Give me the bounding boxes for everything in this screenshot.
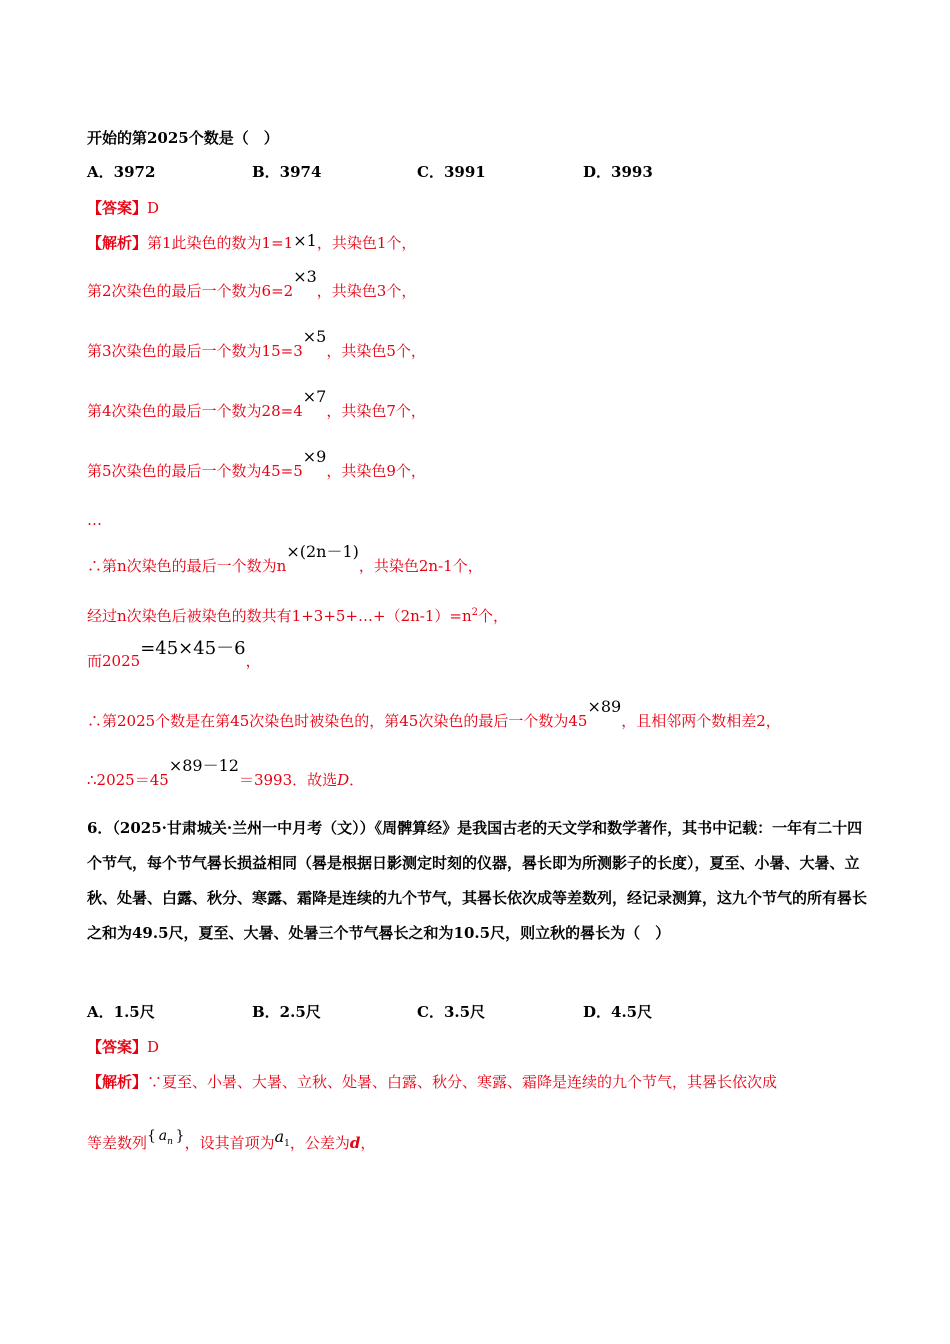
first-subscript: 1 bbox=[284, 1139, 290, 1150]
q6-option-b: B．2.5尺 bbox=[252, 1003, 321, 1021]
diff-symbol: d bbox=[349, 1134, 361, 1152]
analysis-text: ，共染色9个， bbox=[326, 462, 426, 480]
analysis-text: 第3次染色的最后一个数为15=3 bbox=[87, 342, 303, 360]
q5-option-d: D．3993 bbox=[583, 163, 653, 181]
q5-sum-line bbox=[87, 603, 508, 626]
answer-tag: 【答案】 bbox=[87, 1038, 148, 1056]
analysis-text: ∵夏至、小暑、大暑、立秋、处暑、白露、秋分、寒露、霜降是连续的九个节气，其晷长依次成 bbox=[147, 1073, 778, 1091]
q6-option-a: A．1.5尺 bbox=[87, 1003, 155, 1021]
math-sup: ×1 bbox=[293, 231, 317, 250]
analysis-text: ，且相邻两个数相差2， bbox=[621, 712, 781, 730]
math-sup: ×9 bbox=[302, 447, 327, 466]
q5-analysis-line-1 bbox=[87, 233, 416, 253]
analysis-text: ，共染色3个， bbox=[316, 282, 417, 300]
analysis-text: 个， bbox=[478, 607, 509, 625]
final-choice: D bbox=[337, 771, 350, 789]
q5-therefore-line bbox=[87, 697, 781, 731]
math-sup: ×89 bbox=[587, 697, 622, 716]
sequence-notation: { $a_n$ } bbox=[147, 1128, 185, 1147]
math-sup: ×3 bbox=[293, 267, 317, 286]
analysis-tag: 【解析】 bbox=[87, 234, 148, 252]
q6-stem: 6．（2025·甘肃城关·兰州一中月考（文））《周髀算经》是我国古老的天文学和数学著作，其书中记载：一年有二十四个节气，每个节气晷长损益相同（晷是根据日影测定时刻的仪器，晷长即为所测影子的长度），夏至、小暑、大暑、立秋、处暑、白露、秋分、寒露、霜降是连续的九个节气，其晷长依次成等差数列，经记录测算，这九个节气的所有晷长之和为49.5尺，夏至、大暑、处暑三个节气晷长之和为10.5尺，则立秋的晷长为（ ） bbox=[87, 819, 868, 942]
analysis-text: ＝3993．故选 bbox=[238, 771, 338, 789]
analysis-text: 第1此染色的数为1=1 bbox=[147, 234, 294, 252]
q6-option-d: D．4.5尺 bbox=[583, 1003, 653, 1021]
analysis-text: ∴第n次染色的最后一个数为n bbox=[87, 557, 287, 575]
first-symbol: a bbox=[274, 1127, 285, 1146]
analysis-text: 而2025 bbox=[87, 652, 141, 670]
q6-answer bbox=[87, 1037, 159, 1057]
analysis-text: 经过n次染色后被染色的数共有1+3+5+…+（2n-1）=n bbox=[87, 607, 472, 625]
q5-option-b: B．3974 bbox=[252, 163, 322, 181]
analysis-text: 第2次染色的最后一个数为6=2 bbox=[87, 282, 294, 300]
answer-value: D bbox=[147, 1038, 160, 1056]
answer-value: D bbox=[147, 199, 160, 217]
analysis-text: ，公差为 bbox=[289, 1134, 350, 1152]
q5-nth-line bbox=[87, 542, 483, 576]
q5-analysis-line-5 bbox=[87, 447, 426, 481]
analysis-text: ，共染色1个， bbox=[316, 234, 417, 252]
analysis-text: ∴第2025个数是在第45次染色时被染色的，第45次染色的最后一个数为45 bbox=[87, 712, 588, 730]
q5-answer bbox=[87, 198, 159, 218]
math-sup: ×89－12 bbox=[168, 756, 239, 775]
q5-option-c: C．3991 bbox=[417, 163, 486, 181]
answer-tag: 【答案】 bbox=[87, 199, 148, 217]
q5-option-a: A．3972 bbox=[87, 163, 156, 181]
q5-analysis-line-2 bbox=[87, 267, 417, 301]
analysis-text: ． bbox=[349, 771, 365, 789]
q5-analysis-line-4 bbox=[87, 387, 426, 421]
analysis-text: ∴2025＝45 bbox=[87, 771, 169, 789]
analysis-text: ， bbox=[245, 652, 261, 670]
q5-ellipsis: … bbox=[87, 511, 102, 529]
q5-final-line bbox=[87, 756, 365, 790]
q5-stem: 开始的第2025个数是（ ） bbox=[87, 129, 279, 147]
analysis-text: ，共染色5个， bbox=[326, 342, 426, 360]
analysis-text: 第4次染色的最后一个数为28=4 bbox=[87, 402, 303, 420]
math-sup: ×7 bbox=[302, 387, 327, 406]
analysis-text: ，设其首项为 bbox=[184, 1134, 275, 1152]
analysis-text: 等差数列 bbox=[87, 1134, 148, 1152]
q6-analysis-line-1 bbox=[87, 1072, 777, 1092]
q6-analysis-line-2 bbox=[87, 1127, 376, 1160]
analysis-tag: 【解析】 bbox=[87, 1073, 148, 1091]
seq-subscript: n bbox=[167, 1136, 173, 1147]
q6-option-c: C．3.5尺 bbox=[417, 1003, 486, 1021]
q5-and-line bbox=[87, 638, 261, 671]
first-term-notation bbox=[274, 1127, 290, 1150]
analysis-text: ，共染色2n-1个， bbox=[358, 557, 483, 575]
analysis-text: 第5次染色的最后一个数为45=5 bbox=[87, 462, 303, 480]
q5-analysis-line-3 bbox=[87, 327, 426, 361]
analysis-text: ， bbox=[360, 1134, 376, 1152]
math-sup: ×5 bbox=[302, 327, 327, 346]
analysis-text: ，共染色7个， bbox=[326, 402, 426, 420]
seq-symbol: a bbox=[158, 1128, 168, 1144]
math-equation: =45×45－6 bbox=[140, 638, 246, 659]
exponent: 2 bbox=[471, 607, 478, 618]
math-sup: ×(2n－1) bbox=[286, 542, 359, 561]
